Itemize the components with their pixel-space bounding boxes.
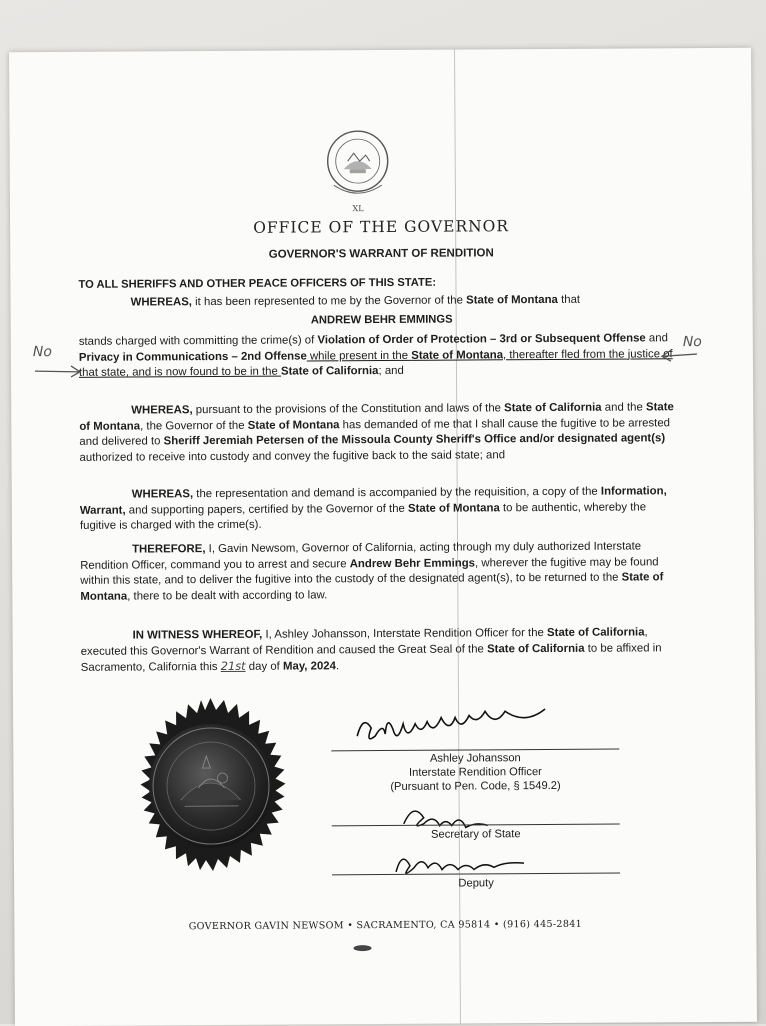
office-title: OFFICE OF THE GOVERNOR xyxy=(253,217,510,237)
salutation: TO ALL SHERIFFS AND OTHER PEACE OFFICERS OF THIS STATE: xyxy=(78,276,437,291)
footer-address: GOVERNOR GAVIN NEWSOM • SACRAMENTO, CA 95814 • (916) 445-2841 xyxy=(188,918,583,933)
arrow-right-icon xyxy=(33,364,83,378)
svg-text:XL: XL xyxy=(352,204,364,214)
therefore-paragraph: THEREFORE, I, Gavin Newsom, Governor of California, acting through my duly authorized Interstate Rendition Officer, command you to arrest and secure Andrew Behr Emmings, wherever the fugitive may be found within this state, and to deliver the fugitive into the custody of the designated agent(s), to be returned to the State of Montana, there to be dealt with according to law. xyxy=(80,540,664,603)
officer-authority: (Pursuant to Pen. Code, § 1549.2) xyxy=(390,779,561,793)
footer-ornament-icon xyxy=(351,943,373,953)
margin-note-right: No xyxy=(682,334,702,351)
whereas-paragraph-1: WHEREAS, it has been represented to me by the Governor of the State of Montana that xyxy=(130,293,581,309)
fugitive-name: ANDREW BEHR EMMINGS xyxy=(310,313,453,327)
warrant-document xyxy=(9,48,757,1026)
officer-title: Interstate Rendition Officer xyxy=(408,766,542,779)
witness-paragraph: IN WITNESS WHEREOF, I, Ashley Johansson, Interstate Rendition Officer for the State of California, executed this Governor's Warrant of Rendition and caused the Great Seal of the State of California to be affixed in Sacramento, California this 21st day of May, 2024. xyxy=(80,626,662,675)
arrow-left-icon xyxy=(659,348,699,362)
state-seal-crest xyxy=(319,123,396,233)
whereas-paragraph-2: WHEREAS, pursuant to the provisions of the Constitution and laws of the State of California and the State of Montana, the Governor of the State of Montana has demanded of me that I shall cause the fugitive to be arrested and delivered to Sheriff Jeremiah Petersen of the Missoula County Sheriff's Office and/or designated agent(s) authorized to receive into custody and convey the fugitive back to the said state; and xyxy=(79,401,674,464)
secretary-label: Secretary of State xyxy=(431,828,521,841)
whereas-paragraph-3: WHEREAS, the representation and demand is accompanied by the requisition, a copy of the Information, Warrant, and supporting papers, certified by the Governor of the State of Montana to be authentic, whereby the fugitive is charged with the crime(s). xyxy=(79,485,667,533)
warrant-title: GOVERNOR'S WARRANT OF RENDITION xyxy=(268,247,494,261)
deputy-label: Deputy xyxy=(458,877,494,890)
margin-note-left: No xyxy=(32,344,52,361)
charges-paragraph: stands charged with committing the crime(s) of Violation of Order of Protection – 3rd or Subsequent Offense and Privacy in Communications – 2nd Offense while present in the State of Montana, thereafter fled from the justice of that state, and is now found to be in the State of California; and xyxy=(78,332,673,380)
great-seal-of-california xyxy=(118,695,304,881)
officer-name: Ashley Johansson xyxy=(429,752,521,765)
handwritten-day: 21st xyxy=(220,659,246,674)
